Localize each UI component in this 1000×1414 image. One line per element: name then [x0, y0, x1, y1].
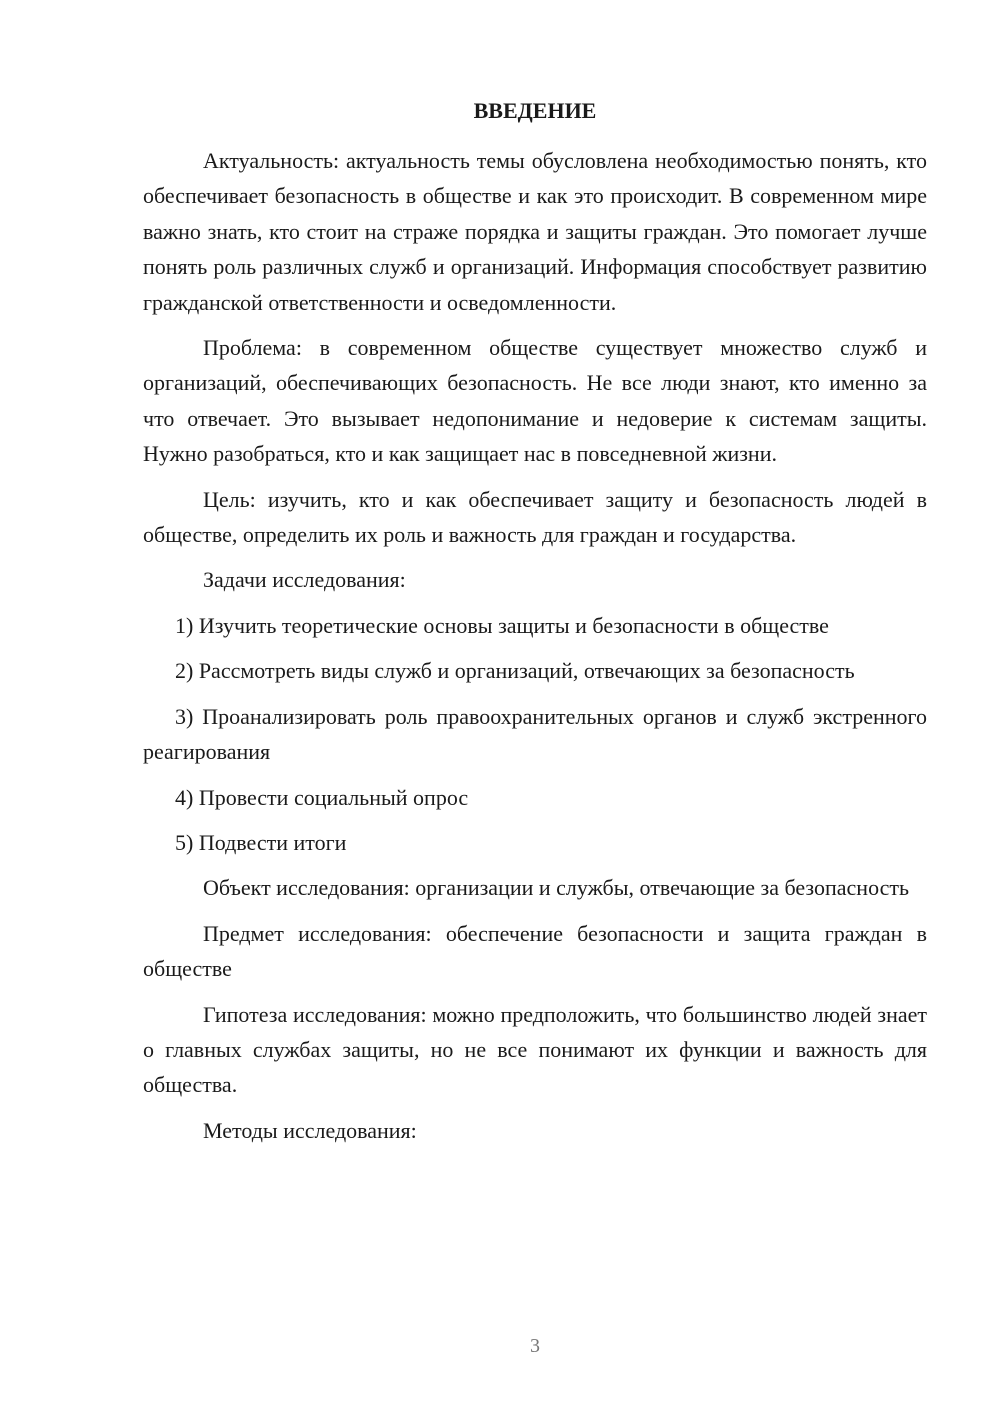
section-heading: ВВЕДЕНИЕ	[473, 98, 597, 123]
document-body	[143, 95, 927, 1158]
paragraph-problem: Проблема: в современном обществе существует множество служб и организаций, обеспечивающих безопасность. Не все люди знают, кто именно за что отвечает. Это вызывает недопонимание и недоверие к системам защиты. Нужно разобраться, кто и как защищает нас в повседневной жизни.	[143, 335, 927, 467]
task-item-4: 4) Провести социальный опрос	[175, 784, 469, 810]
paragraph-subject: Предмет исследования: обеспечение безопасности и защита граждан в обществе	[143, 920, 927, 982]
task-item-3: 3) Проанализировать роль правоохранительных органов и служб экстренного реагирования	[143, 703, 927, 765]
paragraph-methods: Методы исследования:	[203, 1117, 417, 1143]
paragraph-relevance: Актуальность: актуальность темы обусловлена необходимостью понять, кто обеспечивает безопасность в обществе и как это происходит. В современном мире важно знать, кто стоит на страже порядка и защиты граждан. Это помогает лучше понять роль различных служб и организаций. Информация способствует развитию гражданской ответственности и осведомленности.	[143, 148, 927, 315]
paragraph-goal: Цель: изучить, кто и как обеспечивает защиту и безопасность людей в обществе, определить их роль и важность для граждан и государства.	[143, 486, 927, 548]
task-item-2: 2) Рассмотреть виды служб и организаций, отвечающих за безопасность	[175, 658, 855, 684]
paragraph-tasks-heading: Задачи исследования:	[203, 567, 406, 593]
paragraph-object: Объект исследования: организации и службы, отвечающие за безопасность	[203, 875, 910, 901]
task-item-1: 1) Изучить теоретические основы защиты и безопасности в обществе	[175, 612, 829, 638]
page-number: 3	[530, 1335, 540, 1357]
paragraph-hypothesis: Гипотеза исследования: можно предположить, что большинство людей знает о главных службах защиты, но не все понимают их функции и важность для общества.	[143, 1001, 927, 1098]
task-item-5: 5) Подвести итоги	[175, 829, 347, 855]
